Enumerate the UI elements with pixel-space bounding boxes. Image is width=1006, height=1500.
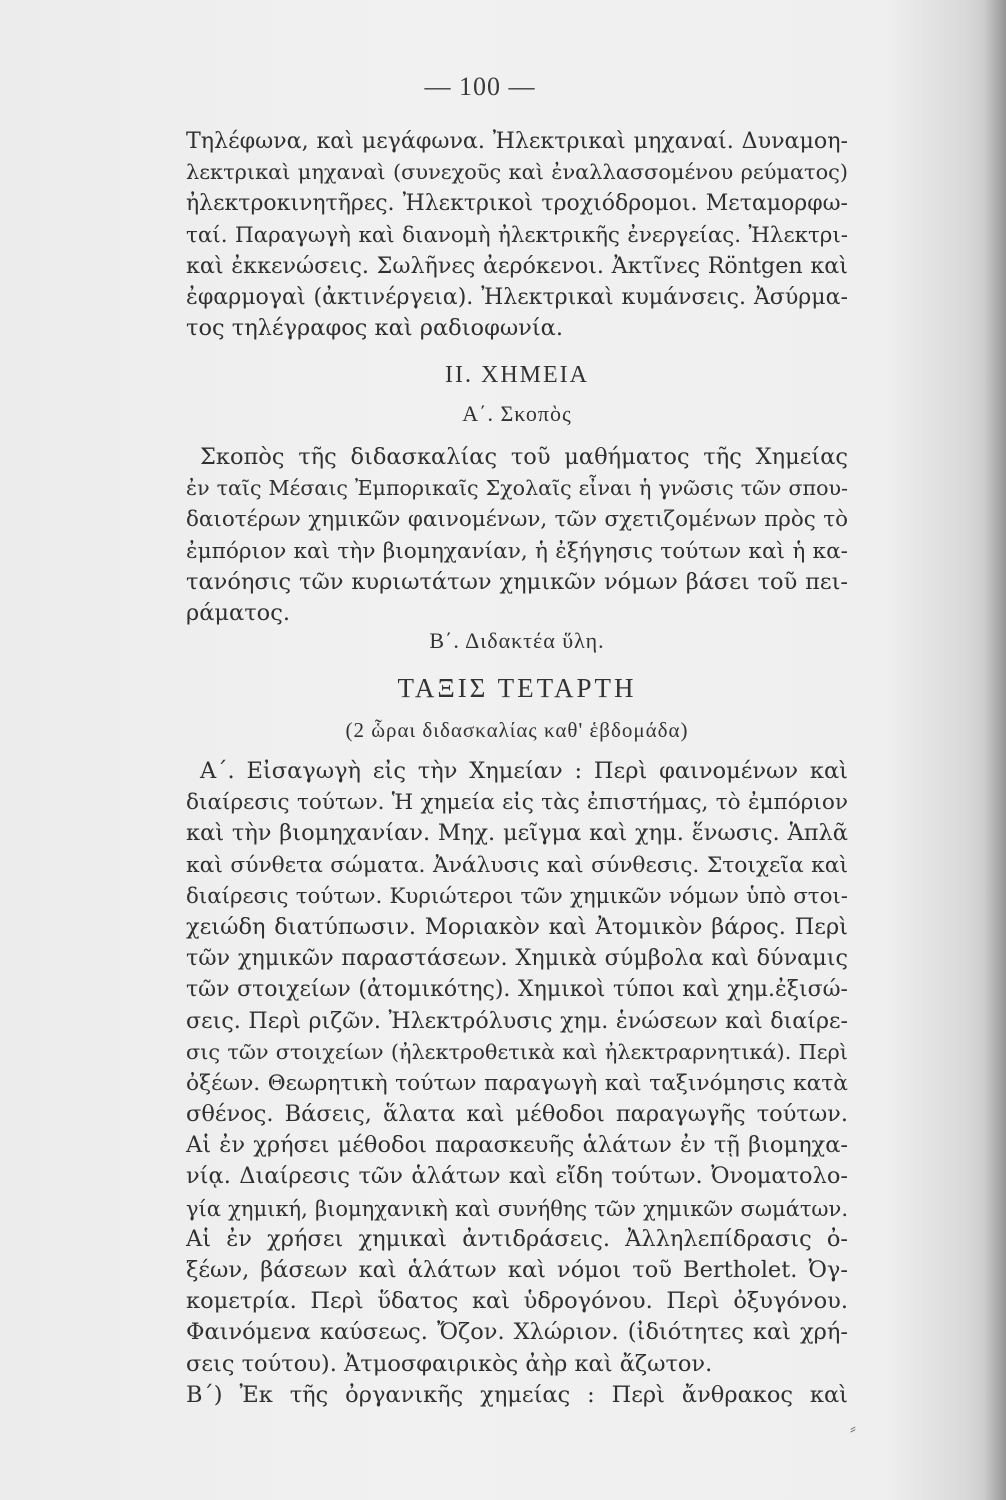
margin-mark-icon: ⸗ (850, 1418, 856, 1439)
text-line: ράματος. (186, 599, 290, 626)
text-line: τῶν χημικῶν παραστάσεων. Χημικὰ σύμβολα καὶ δύναμις (186, 945, 848, 972)
text-line: δαιοτέρων χημικῶν φαινομένων, τῶν σχετιζομένων πρὸς τὸ (186, 507, 848, 533)
text-line: Α΄. Εἰσαγωγὴ εἰς τὴν Χημείαν : Περὶ φαινομένων καὶ (200, 758, 848, 784)
text-line: χειώδη διατύπωσιν. Μοριακὸν καὶ Ἀτομικὸν βάρος. Περὶ (186, 913, 848, 940)
syllabus-paragraph (186, 756, 848, 1411)
text-line: καὶ σύνθετα σώματα. Ἀνάλυσις καὶ σύνθεσις. Στοιχεῖα καὶ (186, 852, 848, 878)
hours-note: (2 ὧραι διδασκαλίας καθ' ἑβδομάδα) (345, 718, 689, 742)
text-line: καὶ ἐκκενώσεις. Σωλῆνες ἀερόκενοι. Ἀκτῖνες Röntgen καὶ (186, 252, 848, 279)
text-line: ἐφαρμογαὶ (ἀκτινέργεια). Ἠλεκτρικαὶ κυμάνσεις. Ἀσύρμα- (186, 284, 848, 310)
text-line: ἠλεκτροκινητῆρες. Ἠλεκτρικοὶ τροχιόδρομοι. Μεταμορφω- (186, 191, 848, 217)
text-line: ἐν ταῖς Μέσαις Ἐμπορικαῖς Σχολαῖς εἶναι ἡ γνῶσις τῶν σπου- (186, 476, 848, 501)
text-line: Σκοπὸς τῆς διδασκαλίας τοῦ μαθήματος τῆς Χημείας (200, 444, 848, 470)
text-line: νίᾳ. Διαίρεσις τῶν ἁλάτων καὶ εἴδη τούτων. Ὀνοματολο- (186, 1163, 848, 1190)
text-line: σεις. Περὶ ριζῶν. Ἠλεκτρόλυσις χημ. ἑνώσεων καὶ διαίρε- (186, 1007, 848, 1034)
section-title: ΙΙ. ΧΗΜΕΙΑ (445, 362, 589, 388)
text-line: κομετρία. Περὶ ὕδατος καὶ ὑδρογόνου. Περὶ ὀξυγόνου. (186, 1288, 848, 1315)
text-line: τανόησις τῶν κυριωτάτων χημικῶν νόμων βάσει τοῦ πει- (186, 568, 848, 595)
material-heading: Β΄. Διδακτέα ὕλη. (429, 628, 605, 653)
text-line: ὀξέων. Θεωρητικὴ τούτων παραγωγὴ καὶ ταξινόμησις κατὰ (186, 1070, 848, 1096)
text-line: σεις τούτου). Ἀτμοσφαιρικὸς ἀὴρ καὶ ἄζωτον. (186, 1350, 713, 1377)
aim-heading: Α΄. Σκοπὸς (462, 401, 572, 426)
text-line: διαίρεσις τούτων. Κυριώτεροι τῶν χημικῶν νόμων ὑπὸ στοι- (186, 883, 848, 909)
text-line: λεκτρικαὶ μηχαναὶ (συνεχοῦς καὶ ἐναλλασσομένου ρεύματος) (186, 160, 848, 185)
physics-tail-paragraph (186, 126, 848, 344)
text-line: Β΄) Ἐκ τῆς ὀργανικῆς χημείας : Περὶ ἄνθρακος καὶ (186, 1381, 848, 1408)
text-line: Τηλέφωνα, καὶ μεγάφωνα. Ἠλεκτρικαὶ μηχαναί. Δυναμοη- (186, 128, 848, 154)
page-edge-shadow (984, 0, 1006, 1500)
text-line: τος τηλέγραφος καὶ ραδιοφωνία. (186, 315, 564, 342)
text-line: σις τῶν στοιχείων (ἠλεκτροθετικὰ καὶ ἠλεκτραρνητικά). Περὶ (186, 1039, 848, 1064)
text-line: Φαινόμενα καύσεως. Ὄζον. Χλώριον. (ἰδιότητες καὶ χρή- (186, 1319, 848, 1346)
text-line: Αἱ ἐν χρήσει χημικαὶ ἀντιδράσεις. Ἀλληλεπίδρασις ὀ- (186, 1225, 848, 1252)
text-line: ἐμπόριον καὶ τὴν βιομηχανίαν, ἡ ἐξήγησις τούτων καὶ ἡ κα- (186, 538, 848, 564)
text-line: τῶν στοιχείων (ἀτομικότης). Χημικοὶ τύποι καὶ χημ.ἐξισώ- (186, 977, 848, 1003)
text-line: ταί. Παραγωγὴ καὶ διανομὴ ἠλεκτρικῆς ἐνεργείας. Ἠλεκτρι- (186, 222, 848, 248)
text-line: σθένος. Βάσεις, ἅλατα καὶ μέθοδοι παραγωγῆς τούτων. (186, 1101, 848, 1128)
text-line: γία χημική, βιομηχανικὴ καὶ συνήθης τῶν χημικῶν σωμάτων. (186, 1195, 848, 1221)
aim-paragraph (186, 442, 848, 629)
class-heading: ΤΑΞΙΣ ΤΕΤΑΡΤΗ (397, 673, 637, 703)
text-line: ξέων, βάσεων καὶ ἁλάτων καὶ νόμοι τοῦ Bertholet. Ὀγ- (186, 1257, 848, 1283)
page-number: — 100 — (424, 72, 536, 101)
text-line: καὶ τὴν βιομηχανίαν. Μηχ. μεῖγμα καὶ χημ. ἕνωσις. Ἁπλᾶ (186, 820, 848, 847)
text-line: διαίρεσις τούτων. Ἡ χημεία εἰς τὰς ἐπιστήμας, τὸ ἐμπόριον (186, 790, 848, 816)
text-line: Αἱ ἐν χρήσει μέθοδοι παρασκευῆς ἁλάτων ἐν τῇ βιομηχα- (186, 1132, 848, 1159)
